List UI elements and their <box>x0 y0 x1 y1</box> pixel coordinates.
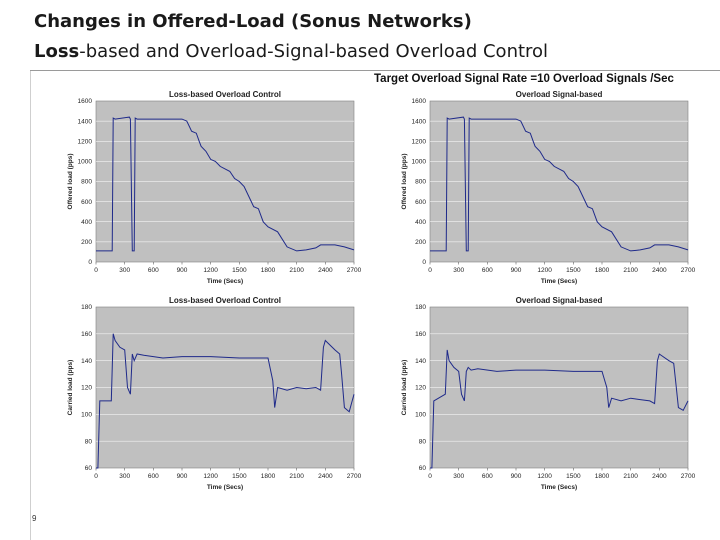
y-tick-label: 0 <box>422 259 426 267</box>
y-tick-label: 1600 <box>411 98 426 106</box>
x-tick-label: 300 <box>119 473 131 480</box>
slide-title: Changes in Offered-Load (Sonus Networks) <box>34 11 472 32</box>
chart-title: Overload Signal-based <box>515 296 603 305</box>
x-tick-label: 1200 <box>203 267 218 274</box>
y-axis-label: Offered load (pps) <box>67 153 74 210</box>
x-tick-label: 2100 <box>289 267 304 274</box>
x-tick-label: 300 <box>453 473 465 480</box>
y-tick-label: 100 <box>415 411 426 419</box>
y-axis-label: Carried load (pps) <box>401 359 408 416</box>
chart-offered-signal <box>396 88 696 288</box>
y-tick-label: 200 <box>81 239 92 247</box>
chart-offered-loss <box>62 88 362 288</box>
x-tick-label: 1500 <box>566 473 581 480</box>
chart-title: Overload Signal-based <box>515 90 603 99</box>
y-tick-label: 120 <box>415 384 426 392</box>
page-number: 9 <box>32 514 37 523</box>
subtitle-bold-part: Loss <box>34 41 80 62</box>
x-tick-label: 2400 <box>652 267 667 274</box>
x-tick-label: 1200 <box>537 473 552 480</box>
y-tick-label: 60 <box>84 465 92 473</box>
x-tick-label: 0 <box>94 473 98 480</box>
y-tick-label: 1600 <box>77 98 92 106</box>
x-tick-label: 1500 <box>566 267 581 274</box>
y-tick-label: 1400 <box>411 118 426 126</box>
y-tick-label: 400 <box>415 218 426 226</box>
y-tick-label: 1000 <box>411 158 426 166</box>
y-tick-label: 80 <box>418 438 426 446</box>
x-axis-label: Time (Secs) <box>540 278 578 285</box>
x-tick-label: 2400 <box>652 473 667 480</box>
x-tick-label: 300 <box>119 267 131 274</box>
x-tick-label: 1800 <box>594 267 610 274</box>
y-tick-label: 140 <box>415 357 426 365</box>
x-tick-label: 0 <box>94 267 98 274</box>
x-tick-label: 2100 <box>623 267 638 274</box>
x-tick-label: 1500 <box>232 473 247 480</box>
y-tick-label: 60 <box>418 465 426 473</box>
y-tick-label: 1200 <box>411 138 426 146</box>
y-tick-label: 180 <box>415 304 426 312</box>
target-rate-note: Target Overload Signal Rate =10 Overload Signals /Sec <box>374 73 674 85</box>
x-tick-label: 1500 <box>232 267 247 274</box>
x-tick-label: 1200 <box>537 267 552 274</box>
x-tick-label: 1800 <box>594 473 610 480</box>
x-tick-label: 1800 <box>260 473 276 480</box>
x-axis-label: Time (Secs) <box>206 484 244 491</box>
y-tick-label: 800 <box>415 178 426 186</box>
chart-title: Loss-based Overload Control <box>168 296 282 305</box>
x-tick-label: 1200 <box>203 473 218 480</box>
x-tick-label: 600 <box>481 473 493 480</box>
subtitle-rest: -based and Overload-Signal-based Overload Control <box>79 41 549 62</box>
y-tick-label: 200 <box>415 239 426 247</box>
y-tick-label: 180 <box>81 304 92 312</box>
y-tick-label: 120 <box>81 384 92 392</box>
x-tick-label: 600 <box>481 267 493 274</box>
x-tick-label: 0 <box>428 473 432 480</box>
x-tick-label: 900 <box>510 267 522 274</box>
x-axis-label: Time (Secs) <box>206 278 244 285</box>
y-tick-label: 400 <box>81 218 92 226</box>
y-tick-label: 1400 <box>77 118 92 126</box>
x-tick-label: 1800 <box>260 267 276 274</box>
chart-title: Loss-based Overload Control <box>168 90 282 99</box>
x-tick-label: 2700 <box>680 267 696 274</box>
chart-carried-loss <box>62 294 362 494</box>
y-tick-label: 600 <box>81 198 92 206</box>
y-tick-label: 1000 <box>77 158 92 166</box>
y-tick-label: 160 <box>81 331 92 339</box>
y-axis-label: Carried load (pps) <box>67 359 74 416</box>
x-tick-label: 2400 <box>318 267 333 274</box>
y-tick-label: 600 <box>415 198 426 206</box>
x-axis-label: Time (Secs) <box>540 484 578 491</box>
left-margin-rule <box>30 71 31 540</box>
x-tick-label: 2700 <box>346 267 362 274</box>
y-tick-label: 100 <box>81 411 92 419</box>
x-tick-label: 900 <box>176 473 188 480</box>
y-axis-label: Offered load (pps) <box>401 153 408 210</box>
y-tick-label: 800 <box>81 178 92 186</box>
y-tick-label: 160 <box>415 331 426 339</box>
x-tick-label: 600 <box>147 267 159 274</box>
y-tick-label: 1200 <box>77 138 92 146</box>
chart-carried-signal <box>396 294 696 494</box>
x-tick-label: 2400 <box>318 473 333 480</box>
y-tick-label: 80 <box>84 438 92 446</box>
x-tick-label: 0 <box>428 267 432 274</box>
y-tick-label: 140 <box>81 357 92 365</box>
slide-subtitle <box>34 41 548 62</box>
x-tick-label: 900 <box>176 267 188 274</box>
x-tick-label: 300 <box>453 267 465 274</box>
x-tick-label: 2700 <box>680 473 696 480</box>
x-tick-label: 900 <box>510 473 522 480</box>
title-divider <box>30 70 720 71</box>
x-tick-label: 2100 <box>289 473 304 480</box>
x-tick-label: 600 <box>147 473 159 480</box>
x-tick-label: 2100 <box>623 473 638 480</box>
x-tick-label: 2700 <box>346 473 362 480</box>
y-tick-label: 0 <box>88 259 92 267</box>
